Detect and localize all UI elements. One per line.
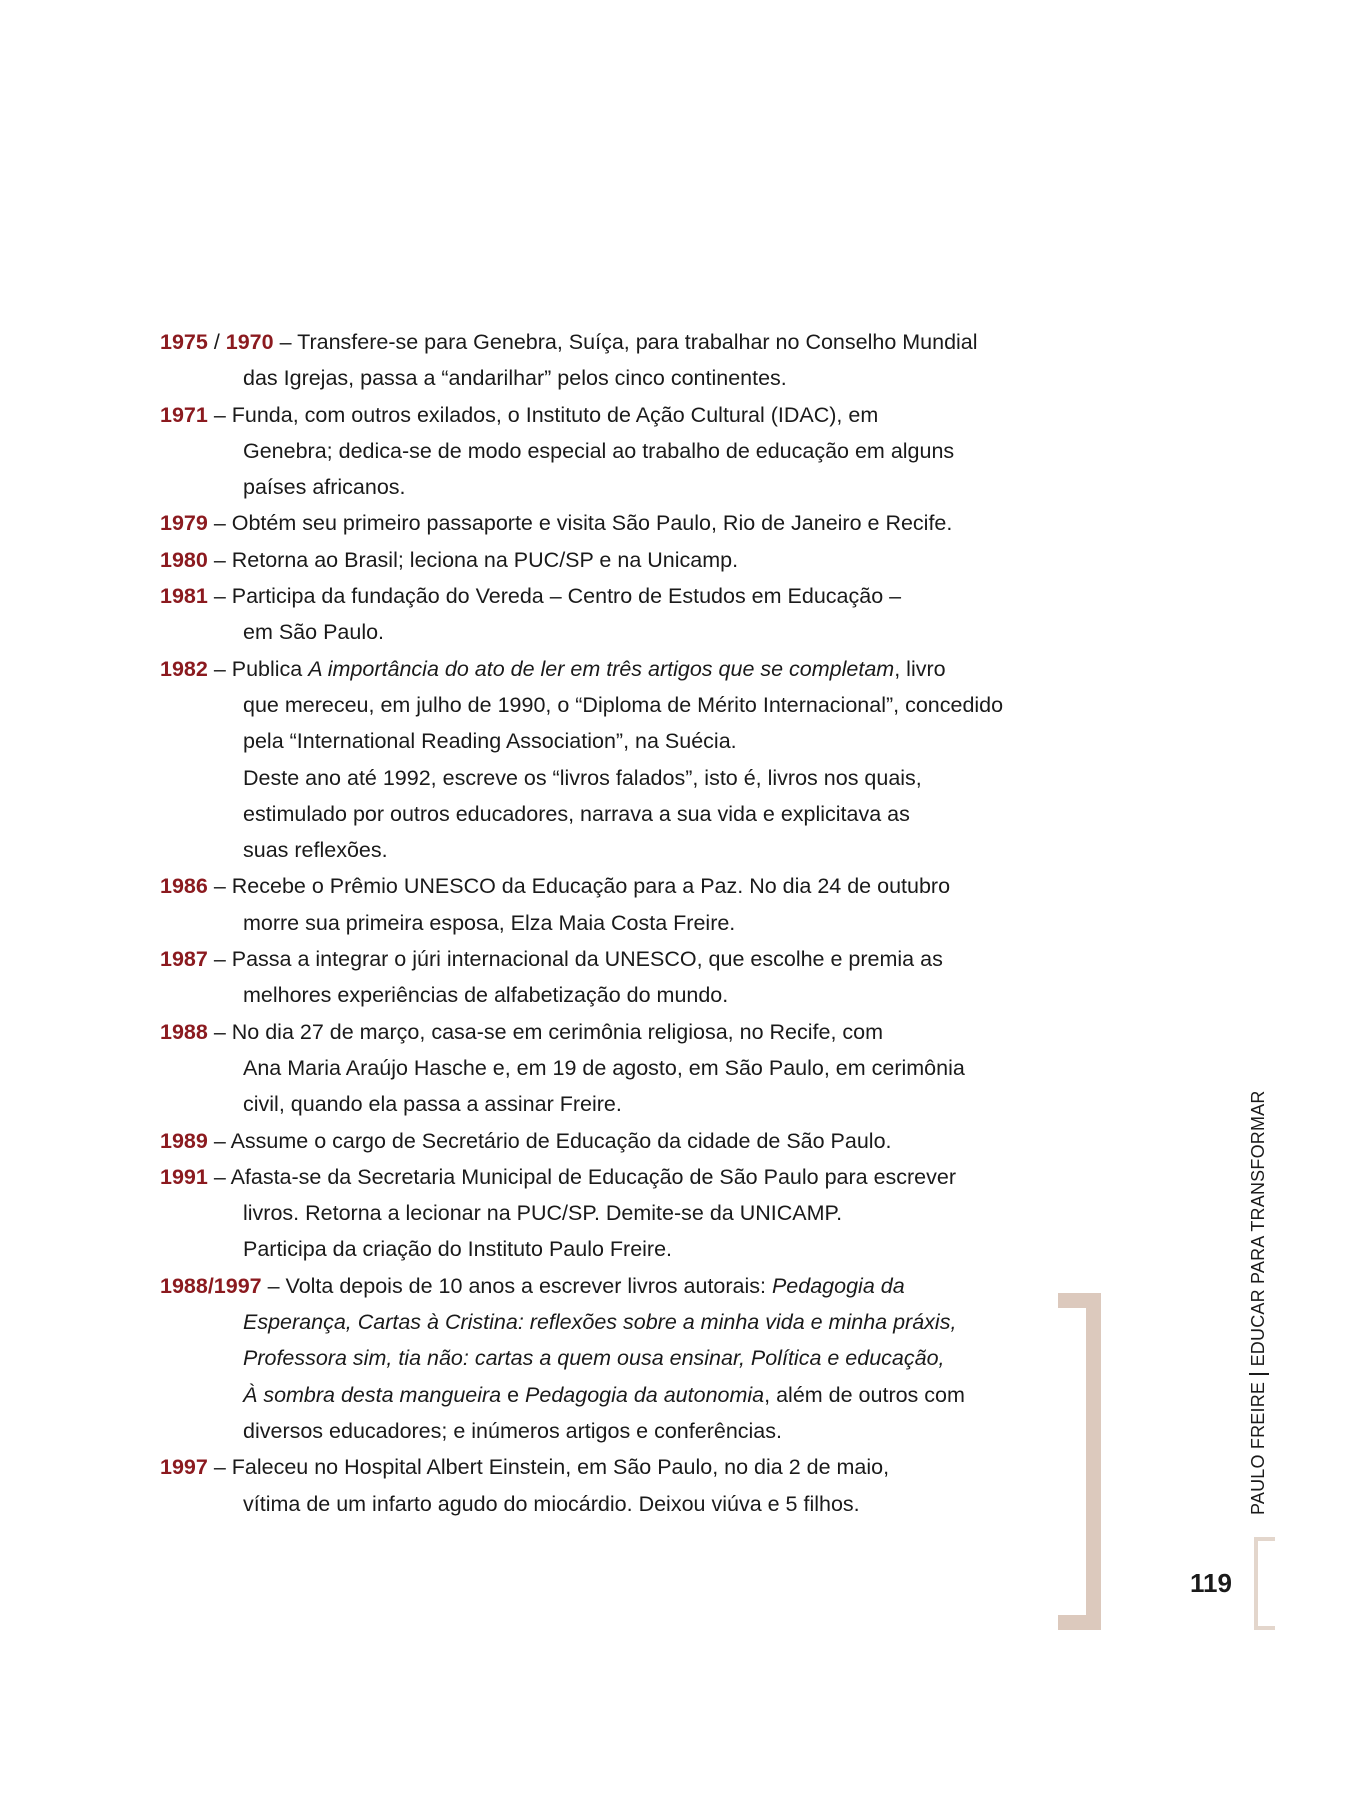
entry-text: morre sua primeira esposa, Elza Maia Costa Freire. [243,910,736,935]
entry-text: Genebra; dedica-se de modo especial ao trabalho de educação em alguns [243,438,955,463]
entry-text: civil, quando ela passa a assinar Freire. [243,1092,622,1117]
entry-text: livros. Retorna a lecionar na PUC/SP. Demite-se da UNICAMP. [243,1201,843,1226]
timeline-entry: 1975 / 1970 – Transfere-se para Genebra, Suíça, para trabalhar no Conselho Mundial das Igrejas, passa a “andarilhar” pelos cinco continentes. [160,324,1120,397]
year: 1988/1997 [160,1273,262,1298]
header-divider [1249,1373,1269,1375]
year: 1981 [160,584,208,609]
timeline [160,324,1120,1522]
year: 1979 [160,511,208,536]
year: 1988 [160,1019,208,1044]
running-header-title: EDUCAR PARA TRANSFORMAR [1248,1090,1268,1367]
page-number-bracket [1254,1537,1275,1630]
entry-text: diversos educadores; e inúmeros artigos e conferências. [243,1418,782,1443]
timeline-entry: 1982 – Publica A importância do ato de ler em três artigos que se completam, livro que mereceu, em julho de 1990, o “Diploma de Mérito Internacional”, concedido pela “International Reading Association”, na Suécia. Deste ano até 1992, escreve os “livros falados”, isto é, livros nos quais, estimulado por outros educadores, narrava a sua vida e explicitava as suas reflexões. [160,651,1120,869]
year: 1986 [160,874,208,899]
entry-text: , livro [894,656,946,681]
entry-text: que mereceu, em julho de 1990, o “Diploma de Mérito Internacional”, concedido [243,692,1004,717]
timeline-entry: 1989 – Assume o cargo de Secretário de Educação da cidade de São Paulo. [160,1128,892,1153]
year: 1971 [160,402,208,427]
year: 1970 [225,330,274,354]
entry-text: , além de outros com [764,1382,965,1407]
running-header [1248,1090,1269,1515]
book-title: Pedagogia da autonomia [525,1382,765,1407]
timeline-entry: 1986 – Recebe o Prêmio UNESCO da Educação para a Paz. No dia 24 de outubro morre sua primeira esposa, Elza Maia Costa Freire. [160,868,1120,941]
book-title: A importância do ato de ler em três artigos que se completam [308,656,895,681]
entry-text: Passa a integrar o júri internacional da UNESCO, que escolhe e premia as [231,947,943,972]
entry-text: e [501,1382,526,1407]
timeline-entry: 1987 – Passa a integrar o júri internacional da UNESCO, que escolhe e premia as melhores experiências de alfabetização do mundo. [160,941,1120,1014]
timeline-entry: 1981 – Participa da fundação do Vereda – Centro de Estudos em Educação – em São Paulo. [160,578,1120,651]
entry-text: estimulado por outros educadores, narrava a sua vida e explicitava as [243,801,910,826]
book-title: Professora sim, tia não: cartas a quem ousa ensinar, Política e educação, [243,1346,945,1371]
year: 1987 [160,947,208,972]
page-number: 119 [1190,1568,1232,1598]
entry-text: Afasta-se da Secretaria Municipal de Educação de São Paulo para escrever [230,1164,957,1189]
entry-text: Participa da criação do Instituto Paulo Freire. [243,1237,673,1262]
entry-text: Faleceu no Hospital Albert Einstein, em São Paulo, no dia 2 de maio, [231,1455,890,1480]
entry-text: Publica [231,656,309,681]
entry-text: Ana Maria Araújo Hasche e, em 19 de agosto, em São Paulo, em cerimônia [243,1055,965,1080]
entry-text: Assume o cargo de Secretário de Educação da cidade de São Paulo. [230,1128,892,1153]
running-header-author: PAULO FREIRE [1248,1381,1268,1515]
entry-text: suas reflexões. [243,838,388,863]
year: 1982 [160,656,208,681]
entry-text: Participa da fundação do Vereda – Centro de Estudos em Educação – [231,584,902,609]
entry-text: das Igrejas, passa a “andarilhar” pelos cinco continentes. [243,366,787,391]
entry-text: países africanos. [243,475,406,500]
entry-text: Transfere-se para Genebra, Suíça, para trabalhar no Conselho Mundial [297,330,978,354]
entry-text: Deste ano até 1992, escreve os “livros falados”, isto é, livros nos quais, [243,765,922,790]
entry-text: Volta depois de 10 anos a escrever livros autorais: [285,1273,772,1298]
book-title: Pedagogia da [771,1273,905,1298]
year: 1997 [160,1455,208,1480]
year: 1975 [160,330,208,354]
entry-text: Retorna ao Brasil; leciona na PUC/SP e na Unicamp. [231,547,739,572]
entry-text: No dia 27 de março, casa-se em cerimônia religiosa, no Recife, com [231,1019,884,1044]
book-title: Esperança, Cartas à Cristina: reflexões sobre a minha vida e minha práxis, [243,1310,957,1335]
timeline-entry: 1971 – Funda, com outros exilados, o Instituto de Ação Cultural (IDAC), em Genebra; dedica-se de modo especial ao trabalho de educação em alguns países africanos. [160,397,1120,506]
entry-text: pela “International Reading Association”, na Suécia. [243,729,737,754]
timeline-entry: 1991 – Afasta-se da Secretaria Municipal de Educação de São Paulo para escrever livros. Retorna a lecionar na PUC/SP. Demite-se da UNICAMP. Participa da criação do Instituto Paulo Freire. [160,1159,1120,1268]
entry-text: Recebe o Prêmio UNESCO da Educação para a Paz. No dia 24 de outubro [231,874,951,899]
entry-text: vítima de um infarto agudo do miocárdio. Deixou viúva e 5 filhos. [243,1491,860,1516]
year: 1980 [160,547,208,572]
timeline-entry: 1988 – No dia 27 de março, casa-se em cerimônia religiosa, no Recife, com Ana Maria Araújo Hasche e, em 19 de agosto, em São Paulo, em cerimônia civil, quando ela passa a assinar Freire. [160,1014,1120,1123]
year: 1989 [160,1128,208,1153]
entry-text: Funda, com outros exilados, o Instituto de Ação Cultural (IDAC), em [231,402,879,427]
timeline-entry: 1997 – Faleceu no Hospital Albert Einstein, em São Paulo, no dia 2 de maio, vítima de um infarto agudo do miocárdio. Deixou viúva e 5 filhos. [160,1449,1120,1522]
entry-text: Obtém seu primeiro passaporte e visita São Paulo, Rio de Janeiro e Recife. [231,511,953,536]
timeline-entry: 1979 – Obtém seu primeiro passaporte e visita São Paulo, Rio de Janeiro e Recife. [160,511,953,536]
entry-text: em São Paulo. [243,620,385,645]
timeline-entry: 1988/1997 – Volta depois de 10 anos a escrever livros autorais: Pedagogia da Esperança, Cartas à Cristina: reflexões sobre a minha vida e minha práxis, Professora sim, tia não: cartas a quem ousa ensinar, Política e educação, À sombra desta mangueira e Pedagogia da autonomia, além de outros com diversos educadores; e inúmeros artigos e conferências. [160,1268,1120,1449]
year: 1991 [160,1164,208,1189]
book-title: À sombra desta mangueira [243,1382,502,1407]
entry-text: melhores experiências de alfabetização do mundo. [243,983,729,1008]
timeline-entry: 1980 – Retorna ao Brasil; leciona na PUC/SP e na Unicamp. [160,547,739,572]
decorative-bracket [1058,1293,1101,1630]
